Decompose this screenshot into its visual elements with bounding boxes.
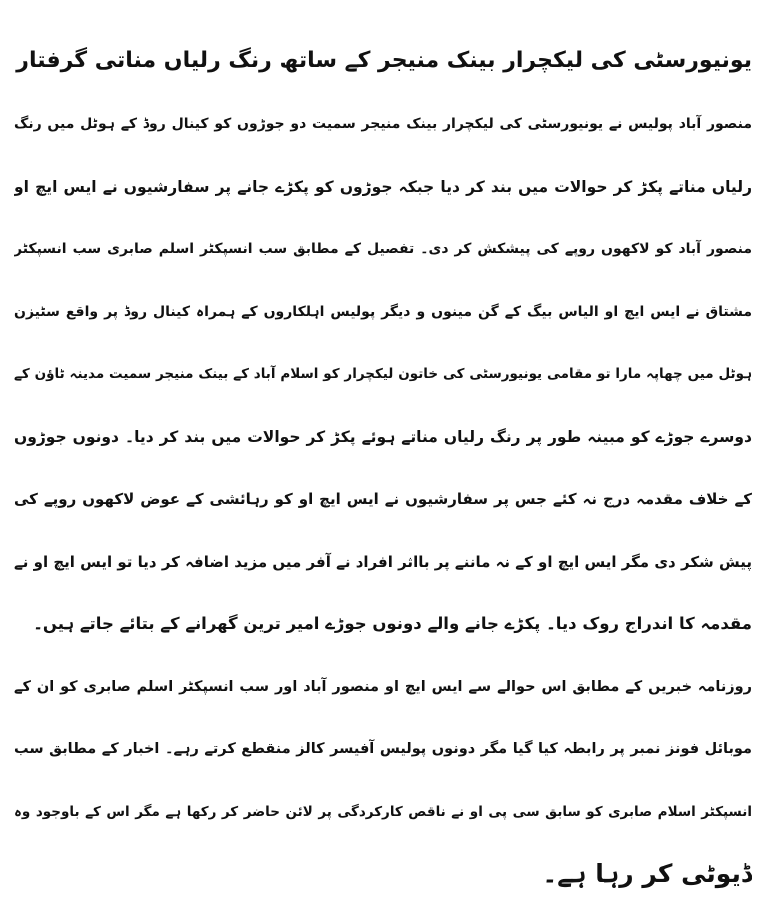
article-headline: یونیورسٹی کی لیکچرار بینک منیجر کے ساتھ رنگ رلیاں مناتی گرفتار	[16, 48, 752, 73]
article-line: دوسرے جوڑے کو مبینہ طور پر رنگ رلیاں مناتے ہوئے پکڑ کر حوالات میں بند کر دیا۔ دونوں جوڑوں	[14, 427, 752, 446]
article-line: کے خلاف مقدمہ درج نہ کئے جس پر سفارشیوں نے ایس ایچ او کو رہائشی کے عوض لاکھوں روپے کی	[14, 490, 752, 508]
article-line: ڈیوٹی کر رہا ہے۔	[542, 859, 752, 888]
article-line: منصور آباد پولیس نے یونیورسٹی کی لیکچرار بینک منیجر سمیت دو جوڑوں کو کینال روڈ کے ہوٹل میں رنگ	[14, 116, 752, 132]
article-line: منصور آباد کو لاکھوں روپے کی پیشکش کر دی۔ تفصیل کے مطابق سب انسپکٹر اسلم صابری سب انسپکٹر	[14, 241, 752, 257]
article-line: انسپکٹر اسلام صابری کو سابق سی پی او نے ناقص کارکردگی پر لائن حاضر کر رکھا ہے مگر اس کے باوجود وہ	[14, 803, 752, 820]
article-body	[14, 93, 752, 906]
article-line: مشتاق نے ایس ایچ او الیاس بیگ کے گن مینوں و دیگر پولیس اہلکاروں کے ہمراہ کینال روڈ پر واقع سٹیزن	[14, 303, 752, 320]
article-line: رلیاں مناتے پکڑ کر حوالات میں بند کر دیا جبکہ جوڑوں کو پکڑے جانے پر سفارشیوں نے ایس ایچ او	[14, 177, 752, 196]
article-line: ہوٹل میں چھاپہ مارا تو مقامی یونیورسٹی کی خاتون لیکچرار کو اسلام آباد کے بینک منیجر سمیت مدینہ ٹاؤن کے	[14, 366, 752, 382]
article-line: پیش شکر دی مگر ایس ایچ او کے نہ ماننے پر بااثر افراد نے آفر میں مزید اضافہ کر دیا تو ایس ایچ او نے	[14, 552, 752, 571]
article-line: موبائل فونز نمبر پر رابطہ کیا گیا مگر دونوں پولیس آفیسر کالز منقطع کرتے رہے۔ اخبار کے مطابق سب	[14, 741, 752, 757]
article-line: روزنامہ خبریں کے مطابق اس حوالے سے ایس ایچ او منصور آباد اور سب انسپکٹر اسلم صابری کو ان کے	[14, 678, 752, 695]
article-line: مقدمہ کا اندراج روک دیا۔ پکڑے جانے والے دونوں جوڑے امیر ترین گھرانے کے بتائے جاتے ہیں۔	[33, 614, 752, 633]
